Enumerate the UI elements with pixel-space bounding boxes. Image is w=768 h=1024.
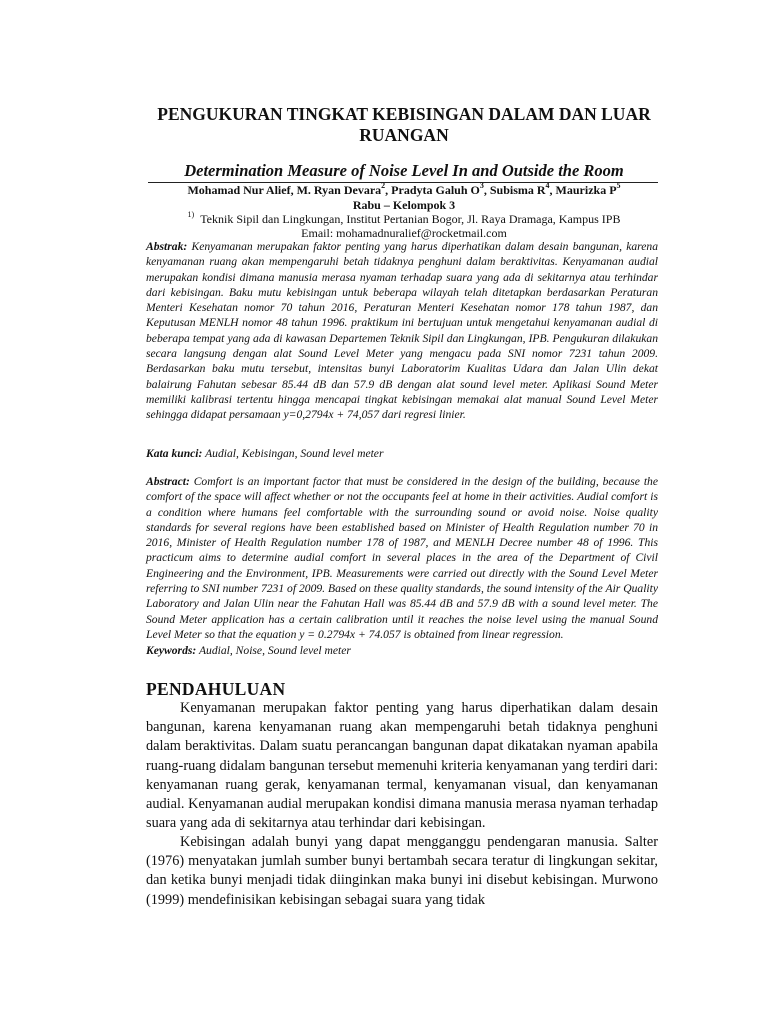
author-superscript-2: 2 xyxy=(381,181,386,190)
affiliation-text: Teknik Sipil dan Lingkungan, Institut Pertanian Bogor, Jl. Raya Dramaga, Kampus IPB xyxy=(200,212,621,226)
paper-title: PENGUKURAN TINGKAT KEBISINGAN DALAM DAN LUAR RUANGAN xyxy=(157,104,651,145)
kata-kunci-line xyxy=(146,446,658,461)
author-superscript-3: 3 xyxy=(479,181,484,190)
abstrak-label: Abstrak: xyxy=(146,240,188,253)
section-heading-pendahuluan: PENDAHULUAN xyxy=(146,679,286,699)
author-superscript-4: 4 xyxy=(545,181,550,190)
author-names-3: , Subisma R xyxy=(483,183,546,197)
kata-kunci-text: Audial, Kebisingan, Sound level meter xyxy=(205,447,384,460)
kata-kunci-label: Kata kunci: xyxy=(146,447,203,460)
email-line: Email: mohamadnuralief@rocketmail.com xyxy=(301,226,507,240)
abstract-text: Comfort is an important factor that must be considered in the design of the building, because the comfort of the space will affect whether or not the occupants feel at home in their activities. Audial comfort is a condition where humans feel comfortable with the surrounding sound or avoid noise. Noise quality standards for several regions have been established based on Minister of Health Regulation number 70 in 2016, Minister of Health Regulation number 178 of 1987, and MENLH Decree number 48 of 1996. This practicum aims to determine audial comfort in several places in the area of the Department of Civil Engineering and the Environment, IPB. Measurements were carried out directly with the Sound Level Meter referring to SNI number 7231 of 2009. Based on these quality standards, the sound intensity of the Air Quality Laboratory and Jalan Ulin near the Fahutan Hall was 85.44 dB and 57.9 dB with a sound level meter. The Sound Meter application has a certain calibration until it reaches the noise level using the manual Sound Level Meter so that the equation y = 0.2794x + 74.057 is obtained from linear regression. xyxy=(146,475,658,641)
author-names-4: , Maurizka P xyxy=(549,183,617,197)
author-superscript-5: 5 xyxy=(616,181,621,190)
paper-subtitle: Determination Measure of Noise Level In and Outside the Room xyxy=(184,161,624,180)
author-list xyxy=(130,183,678,197)
abstract-section xyxy=(146,474,658,642)
abstrak-text: Kenyamanan merupakan faktor penting yang harus diperhatikan dalam desain bangunan, karena kenyamanan ruang akan mempengaruhi betah tidaknya penghuni dalam beraktivitas. Kenyamanan audial merupakan kondisi dimana manusia merasa nyaman terhadap suara yang ada di sekitarnya atau terhindar dari kebisingan. Baku mutu kebisingan untuk beberapa wilayah telah ditetapkan berdasarkan Peraturan Menteri Kesehatan nomor 70 tahun 2016, Peraturan Menteri Kesehatan nomor 178 tahun 1987, dan Keputusan MENLH nomor 48 tahun 1996. praktikum ini bertujuan untuk mengetahui kenyamanan audial di beberapa tempat yang ada di kawasan Departemen Teknik Sipil dan Lingkungan, IPB. Pengukuran dilakukan secara langsung dengan alat Sound Level Meter yang mengacu pada SNI nomor 7231 tahun 2009. Berdasarkan baku mutu tersebut, intensitas bunyi Laboratorim Kualitas Udara dan Jalan Ulin dekat balairung Fahutan sebesar 85.44 dB dan 57.9 dB dengan alat sound level meter. Aplikasi Sound Meter memiliki kalibrasi tertentu hingga mencapai tingkat kebisingan memakai alat manual Sound Level Meter sehingga didapat persamaan y=0,2794x + 74,057 dari regresi linier. xyxy=(146,240,658,422)
affiliation-mark: 1) xyxy=(187,210,195,219)
abstract-label: Abstract: xyxy=(146,475,190,488)
keywords-label: Keywords: xyxy=(146,644,197,657)
group-line: Rabu – Kelompok 3 xyxy=(352,198,456,212)
keywords-text: Audial, Noise, Sound level meter xyxy=(198,644,351,657)
affiliation-line xyxy=(130,212,678,226)
author-names-2: , Pradyta Galuh O xyxy=(385,183,480,197)
author-names-1: Mohamad Nur Alief, M. Ryan Devara xyxy=(187,183,382,197)
intro-paragraph-1: Kenyamanan merupakan faktor penting yang harus diperhatikan dalam desain bangunan, karena kenyamanan ruang akan mempengaruhi betah tidaknya penghuni dalam beraktivitas. Dalam suatu perancangan bangunan dapat dikatakan nyaman apabila ruang-ruang didalam bangunan tersebut memenuhi kriteria kenyamanan yang terdiri dari: kenyamanan ruang gerak, kenyamanan termal, kenyamanan visual, dan kenyamanan audial. Kenyamanan audial merupakan kondisi dimana manusia merasa nyaman terhadap suara yang ada di sekitarnya atau terhindar dari kebisingan. xyxy=(146,700,658,832)
abstrak-section xyxy=(146,239,658,423)
keywords-line xyxy=(146,643,658,658)
intro-paragraph-2: Kebisingan adalah bunyi yang dapat mengganggu pendengaran manusia. Salter (1976) menyatakan jumlah sumber bunyi bertambah secara teratur di lingkungan sekitar, dan ketika bunyi menjadi tidak diinginkan maka bunyi ini disebut kebisingan. Murwono (1999) mendefinisikan kebisingan sebagai suara yang tidak xyxy=(146,834,658,908)
